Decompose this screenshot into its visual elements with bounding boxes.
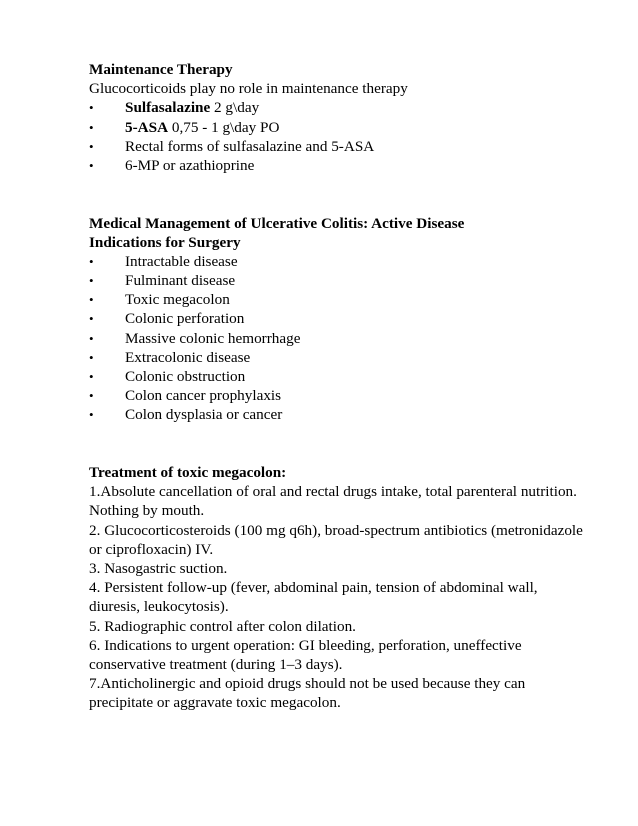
drug-dose: 2 g\day — [210, 99, 260, 117]
drug-name: Sulfasalazine — [125, 99, 211, 117]
bullet-icon: • — [89, 100, 94, 116]
list-item-text: Colon cancer prophylaxis — [125, 387, 282, 405]
list-item-text: Intractable disease — [125, 252, 238, 270]
surgery-title: Medical Management of Ulcerative Colitis: Active Disease — [89, 214, 465, 232]
list-item — [89, 329, 609, 348]
megacolon-step-4: 4. Persistent follow-up (fever, abdominal pain, tension of abdominal wall, diuresis, leukocytosis). — [89, 579, 538, 616]
list-item — [89, 156, 609, 175]
surgery-subtitle: Indications for Surgery — [89, 233, 241, 251]
list-item — [89, 386, 609, 405]
section-spacer — [89, 175, 609, 213]
bullet-icon: • — [89, 407, 94, 423]
list-item-text: Colonic obstruction — [125, 368, 246, 386]
list-item-text: 6-MP or azathioprine — [125, 156, 255, 174]
maintenance-intro: Glucocorticoids play no role in maintenance therapy — [89, 80, 408, 98]
list-item-text: Rectal forms of sulfasalazine and 5-ASA — [125, 137, 375, 155]
maintenance-title: Maintenance Therapy — [89, 61, 233, 78]
bullet-icon: • — [89, 157, 94, 173]
megacolon-step-6: 6. Indications to urgent operation: GI bleeding, perforation, uneffective conservative treatment (during 1–3 days). — [89, 636, 522, 673]
megacolon-title: Treatment of toxic megacolon: — [89, 463, 287, 481]
megacolon-step-3: 3. Nasogastric suction. — [89, 559, 228, 577]
bullet-icon: • — [89, 253, 94, 269]
list-item-text — [125, 118, 609, 137]
bullet-icon: • — [89, 349, 94, 365]
list-item — [89, 290, 609, 309]
list-item-text: Extracolonic disease — [125, 348, 251, 366]
document-page — [89, 60, 609, 713]
list-item-text: Fulminant disease — [125, 272, 236, 290]
bullet-icon: • — [89, 273, 94, 289]
bullet-icon: • — [89, 388, 94, 404]
list-item — [89, 405, 609, 424]
bullet-icon: • — [89, 311, 94, 327]
megacolon-step-5: 5. Radiographic control after colon dilation. — [89, 617, 356, 635]
list-item-text: Toxic megacolon — [125, 291, 230, 309]
list-item-text: Colonic perforation — [125, 310, 245, 328]
bullet-icon: • — [89, 119, 94, 135]
list-item — [89, 118, 609, 137]
list-item — [89, 271, 609, 290]
drug-name: 5-ASA — [125, 118, 169, 136]
list-item-text — [125, 98, 609, 117]
surgery-section — [89, 214, 609, 425]
megacolon-step-1: 1.Absolute cancellation of oral and rectal drugs intake, total parenteral nutrition. Nothing by mouth. — [89, 483, 577, 520]
bullet-icon: • — [89, 330, 94, 346]
list-item — [89, 309, 609, 328]
surgery-list — [89, 252, 609, 425]
drug-dose: 0,75 - 1 g\day PO — [168, 118, 280, 136]
list-item — [89, 252, 609, 271]
megacolon-section — [89, 463, 609, 713]
bullet-icon: • — [89, 292, 94, 308]
section-spacer — [89, 425, 609, 463]
bullet-icon: • — [89, 369, 94, 385]
megacolon-step-7: 7.Anticholinergic and opioid drugs should not be used because they can precipitate or aggravate toxic megacolon. — [89, 675, 526, 712]
list-item-text: Massive colonic hemorrhage — [125, 329, 301, 347]
list-item-text: Colon dysplasia or cancer — [125, 406, 283, 424]
maintenance-section — [89, 60, 609, 175]
list-item — [89, 137, 609, 156]
bullet-icon: • — [89, 138, 94, 154]
list-item — [89, 348, 609, 367]
list-item — [89, 367, 609, 386]
megacolon-step-2: 2. Glucocorticosteroids (100 mg q6h), broad-spectrum antibiotics (metronidazole or ciprofloxacin) IV. — [89, 521, 583, 558]
list-item — [89, 98, 609, 117]
